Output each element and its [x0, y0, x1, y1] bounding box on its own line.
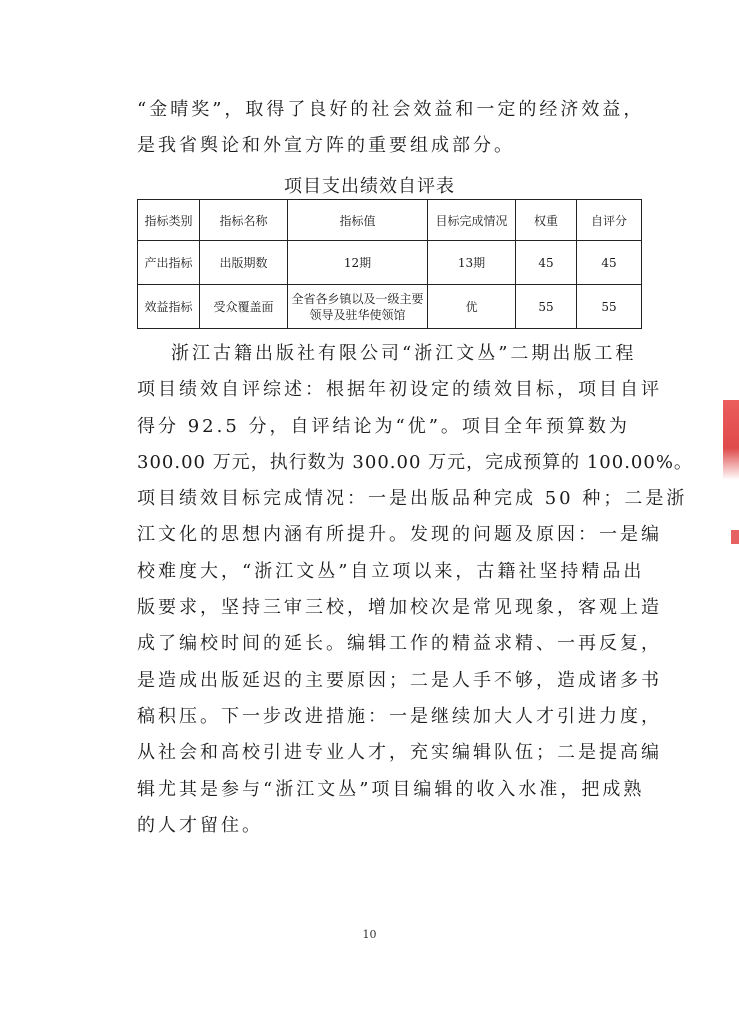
intro-line: “金晴奖”，取得了良好的社会效益和一定的经济效益，: [137, 99, 645, 120]
table-cell: 优: [428, 285, 516, 329]
table-cell: 13期: [428, 241, 516, 285]
table-cell: 55: [577, 285, 642, 329]
intro-line: 是我省舆论和外宣方阵的重要组成部分。: [137, 135, 515, 156]
table-cell: 全省各乡镇以及一级主要领导及驻华使领馆: [288, 285, 428, 329]
table-row: [138, 241, 642, 285]
body-line: 稿积压。下一步改进措施：一是继续加大人才引进力度，: [137, 705, 662, 727]
body-line: 项目绩效自评综述：根据年初设定的绩效目标，项目自评: [137, 379, 662, 401]
body-line: 辑尤其是参与“浙江文丛”项目编辑的收入水准，把成熟: [137, 778, 645, 800]
body-line: 江文化的思想内涵有所提升。发现的问题及原因：一是编: [137, 524, 662, 546]
header-cell: 权重: [516, 200, 577, 241]
performance-table: [137, 199, 642, 329]
table-cell: 效益指标: [138, 285, 200, 329]
body-line: 是造成出版延迟的主要原因；二是人手不够，造成诸多书: [137, 669, 662, 691]
table-cell: 12期: [288, 241, 428, 285]
header-cell: 指标值: [288, 200, 428, 241]
body-line: 得分 92.5 分，自评结论为“优”。项目全年预算数为: [137, 415, 630, 437]
header-cell: 自评分: [577, 200, 642, 241]
red-seal-fragment: [731, 530, 739, 544]
table-cell: 产出指标: [138, 241, 200, 285]
header-cell: 目标完成情况: [428, 200, 516, 241]
red-seal-fragment: [723, 400, 739, 480]
table-cell: 55: [516, 285, 577, 329]
body-line: 校难度大，“浙江文丛”自立项以来，古籍社坚持精品出: [137, 560, 645, 582]
intro-paragraph: [137, 92, 657, 164]
body-line: 版要求，坚持三审三校，增加校次是常见现象，客观上造: [137, 597, 662, 619]
body-line: 项目绩效目标完成情况：一是出版品种完成 50 种；二是浙: [137, 488, 688, 510]
body-line: 从社会和高校引进专业人才，充实编辑队伍；二是提高编: [137, 742, 662, 764]
table-cell: 出版期数: [200, 241, 288, 285]
table-title: 项目支出绩效自评表: [284, 176, 455, 197]
body-line: 的人才留住。: [137, 814, 263, 836]
body-line: 成了编校时间的延长。编辑工作的精益求精、一再反复，: [137, 633, 662, 655]
table-cell: 受众覆盖面: [200, 285, 288, 329]
header-cell: 指标类别: [138, 200, 200, 241]
page-number: 10: [362, 928, 377, 941]
header-cell: 指标名称: [200, 200, 288, 241]
table-row: [138, 285, 642, 329]
table-header-row: [138, 200, 642, 241]
body-line: 浙江古籍出版社有限公司“浙江文丛”二期出版工程: [171, 343, 637, 364]
body-line: 300.00 万元，执行数为 300.00 万元，完成预算的 100.00%。: [137, 451, 693, 473]
table-cell: 45: [516, 241, 577, 285]
body-paragraph: [137, 336, 693, 844]
table-cell: 45: [577, 241, 642, 285]
